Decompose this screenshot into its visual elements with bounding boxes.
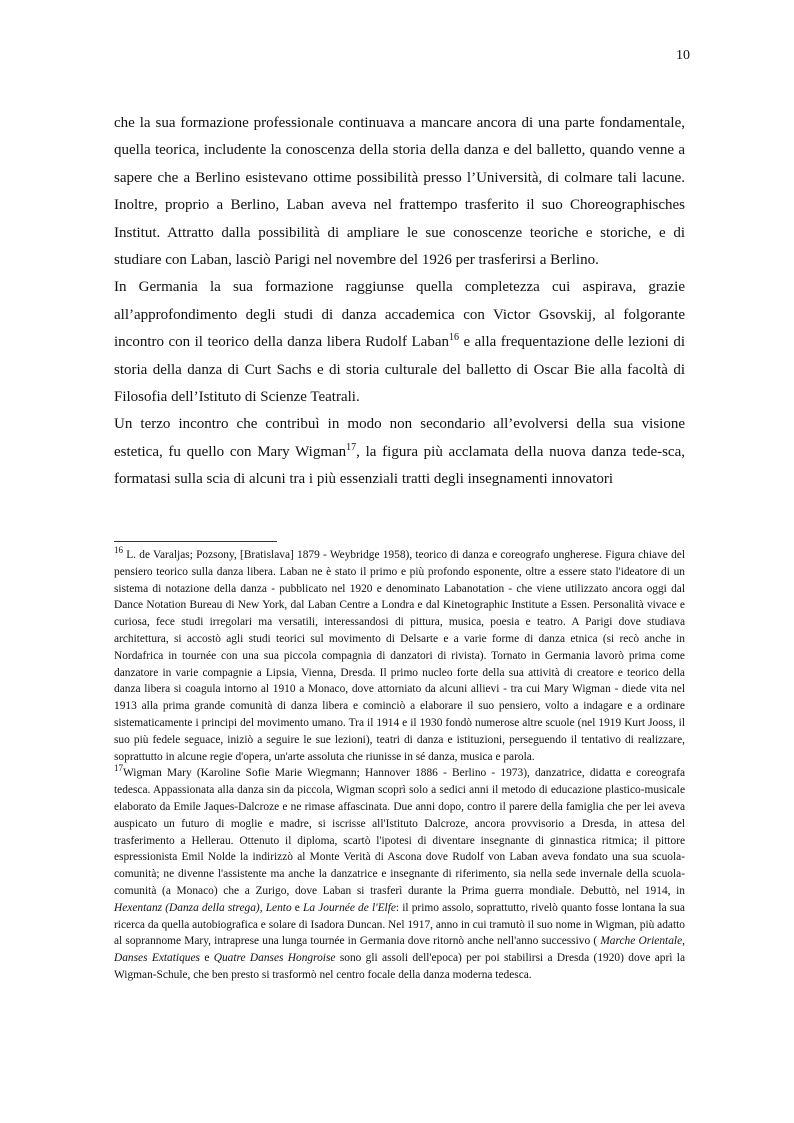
footnote-ref-17[interactable]: 17 (346, 441, 357, 453)
footnote-16 (114, 547, 685, 765)
footnote-ref-16[interactable]: 16 (448, 332, 459, 344)
footnotes (114, 547, 685, 984)
paragraph-3-text-b: , la figura più acclamata della nuova danza tede-sca, formatasi sulla scia di alcuni tra i più essenziali tratti degli insegnamenti innovatori (114, 443, 685, 488)
footnote-17-text-5: sono gli assoli dell'epoca) per poi stabilirsi a Dresda (1920) dove aprì la Wigman-Schule, che ben presto si trasformò nel centro focale della danza moderna tedesca. (114, 952, 686, 981)
paragraph-2-text-b: e alla frequentazione delle lezioni di storia della danza di Curt Sachs e di storia culturale del balletto di Oscar Bie alla facoltà di Filosofia dell’Istituto di Scienze Teatrali. (114, 334, 685, 406)
page-number: 10 (676, 48, 690, 63)
footnote-17-marker: 17 (114, 763, 123, 774)
paragraph-1: che la sua formazione professionale continuava a mancare ancora di una parte fondamentale, quella teorica, includente la conoscenza della storia della danza e del balletto, quando venne a sapere che a Berlino esistevano ottime possibilità presso l’Università, di colmare tali lacune. Inoltre, proprio a Berlino, Laban aveva nel frattempo trasferito il suo Choreographisches Institut. Attratto dalla possibilità di ampliare le sue conoscenze teoriche e storiche, e di studiare con Laban, lasciò Parigi nel novembre del 1926 per trasferirsi a Berlino. (114, 115, 685, 269)
footnote-17-italic-2: La Journée de l'Elfe (303, 901, 396, 914)
footnote-17 (114, 765, 685, 983)
footnote-17-text-4: e (199, 952, 214, 965)
footnote-17-text-1: Wigman Mary (Karoline Sofie Marie Wiegmann; Hannover 1886 - Berlino - 1973), danzatrice, didatta e coreografa tedesca. Appassionata alla danza sin da piccola, Wigman scoprì solo a sedici anni il metodo di educazione plastico-musicale elaborato da Emile Jaques-Dalcroze e ne rimase affascinata. Due anni dopo, contro il parere della famiglia che per lei aveva auspicato un futuro di moglie e madre, si iscrisse all'Istituto Dalcroze, ancora provvisorio a Dresda, in attesa del trasferimento a Hellerau. Ottenuto il diploma, scartò l'ipotesi di diventare insegnante di ginnastica ritmica; il pittore espressionista Emil Nolde la indirizzò al Monte Verità di Ascona dove Rudolf von Laban aveva fondato una sua scuola-comunità; ne divenne l'assistente ma anche la danzatrice e insegnante di riferimento, sia nella sede invernale della scuola-comunità (a Monaco) che a Zurigo, dove Laban si trasferì durante la Prima guerra mondiale. Debuttò, nel 1914, in (114, 767, 685, 897)
paragraph-2 (114, 274, 685, 411)
footnote-16-text: L. de Varaljas; Pozsony, [Bratislava] 1879 - Weybridge 1958), teorico di danza e coreografo ungherese. Figura chiave del pensiero teorico sulla danza libera. Laban ne è stato il primo e più profondo esponente, oltre a essere stato l'ideatore di un sistema di notazione della danza - pubblicato nel 1920 e denominato Labanotation - che viene utilizzato ancora oggi dal Dance Notation Bureau di New York, dal Laban Centre a Londra e dal Kinetographic Institute a Essen. Personalità vivace e curiosa, fece studi irregolari ma versatili, interessandosi di pittura, musica, poesia e teatro. A Parigi dove studiava architettura, si accostò agli studi teorici sul movimento di Delsarte e a varie forme di danza etnica (si recò anche in Nordafrica in tournée con una sua piccola compagnia di danzatori di rivista). Tornato in Germania lavorò prima come danzatore in varie compagnie a Lipsia, Vienna, Dresda. Il primo nucleo forte della sua attività di creatore e teorico della danza libera si coagula intorno al 1910 a Monaco, dove attorniato da alcuni allievi - tra cui Mary Wigman - diede vita nel 1913 alla prima grande comunità di danza libera e cominciò a elaborare il suo pensiero, volto a indagare e a ordinare sistematicamente i principi del movimento umano. Tra il 1914 e il 1930 fondò numerose altre scuole (nel 1919 Kurt Jooss, il suo più fedele seguace, iniziò a seguire le sue lezioni), teatri di danza e istituzioni, perseguendo il tentativo di realizzare, soprattutto in alcune regie d'opera, un'arte assoluta che riunisse in sé danza, musica e parola. (114, 549, 685, 763)
paragraph-3 (114, 411, 685, 493)
paragraph-2-text-a: In Germania la sua formazione raggiunse quella completezza cui aspirava, grazie all’approfondimento degli studi di danza accademica con Victor Gsovskij, al folgorante incontro con il teorico della danza libera Rudolf Laban (114, 279, 685, 351)
footnote-divider (114, 541, 277, 542)
paragraph-3-text-a: Un terzo incontro che contribuì in modo non secondario all’evolversi della sua visione estetica, fu quello con Mary Wigman (114, 416, 685, 460)
footnote-16-marker: 16 (114, 545, 123, 556)
footnote-17-italic-1: Hexentanz (Danza della strega), Lento (114, 901, 292, 914)
footnote-17-italic-3: Marche Orientale, Danses Extatiques (114, 935, 685, 965)
footnote-17-italic-4: Quatre Danses Hongroise (213, 952, 336, 965)
footnote-17-text-3: : il primo assolo, soprattutto, rivelò quanto fosse lontana la sua ricerca da quella autobiografica e solare di Isadora Duncan. Nel 1917, anno in cui tramutò il suo nome in Wigman, più adatto al soprannome Mary, intraprese una lunga tournée in Germania dove ritornò anche nell'anno successivo ( (114, 901, 685, 948)
main-text (114, 110, 685, 494)
footnote-17-text-2: e (291, 901, 304, 914)
